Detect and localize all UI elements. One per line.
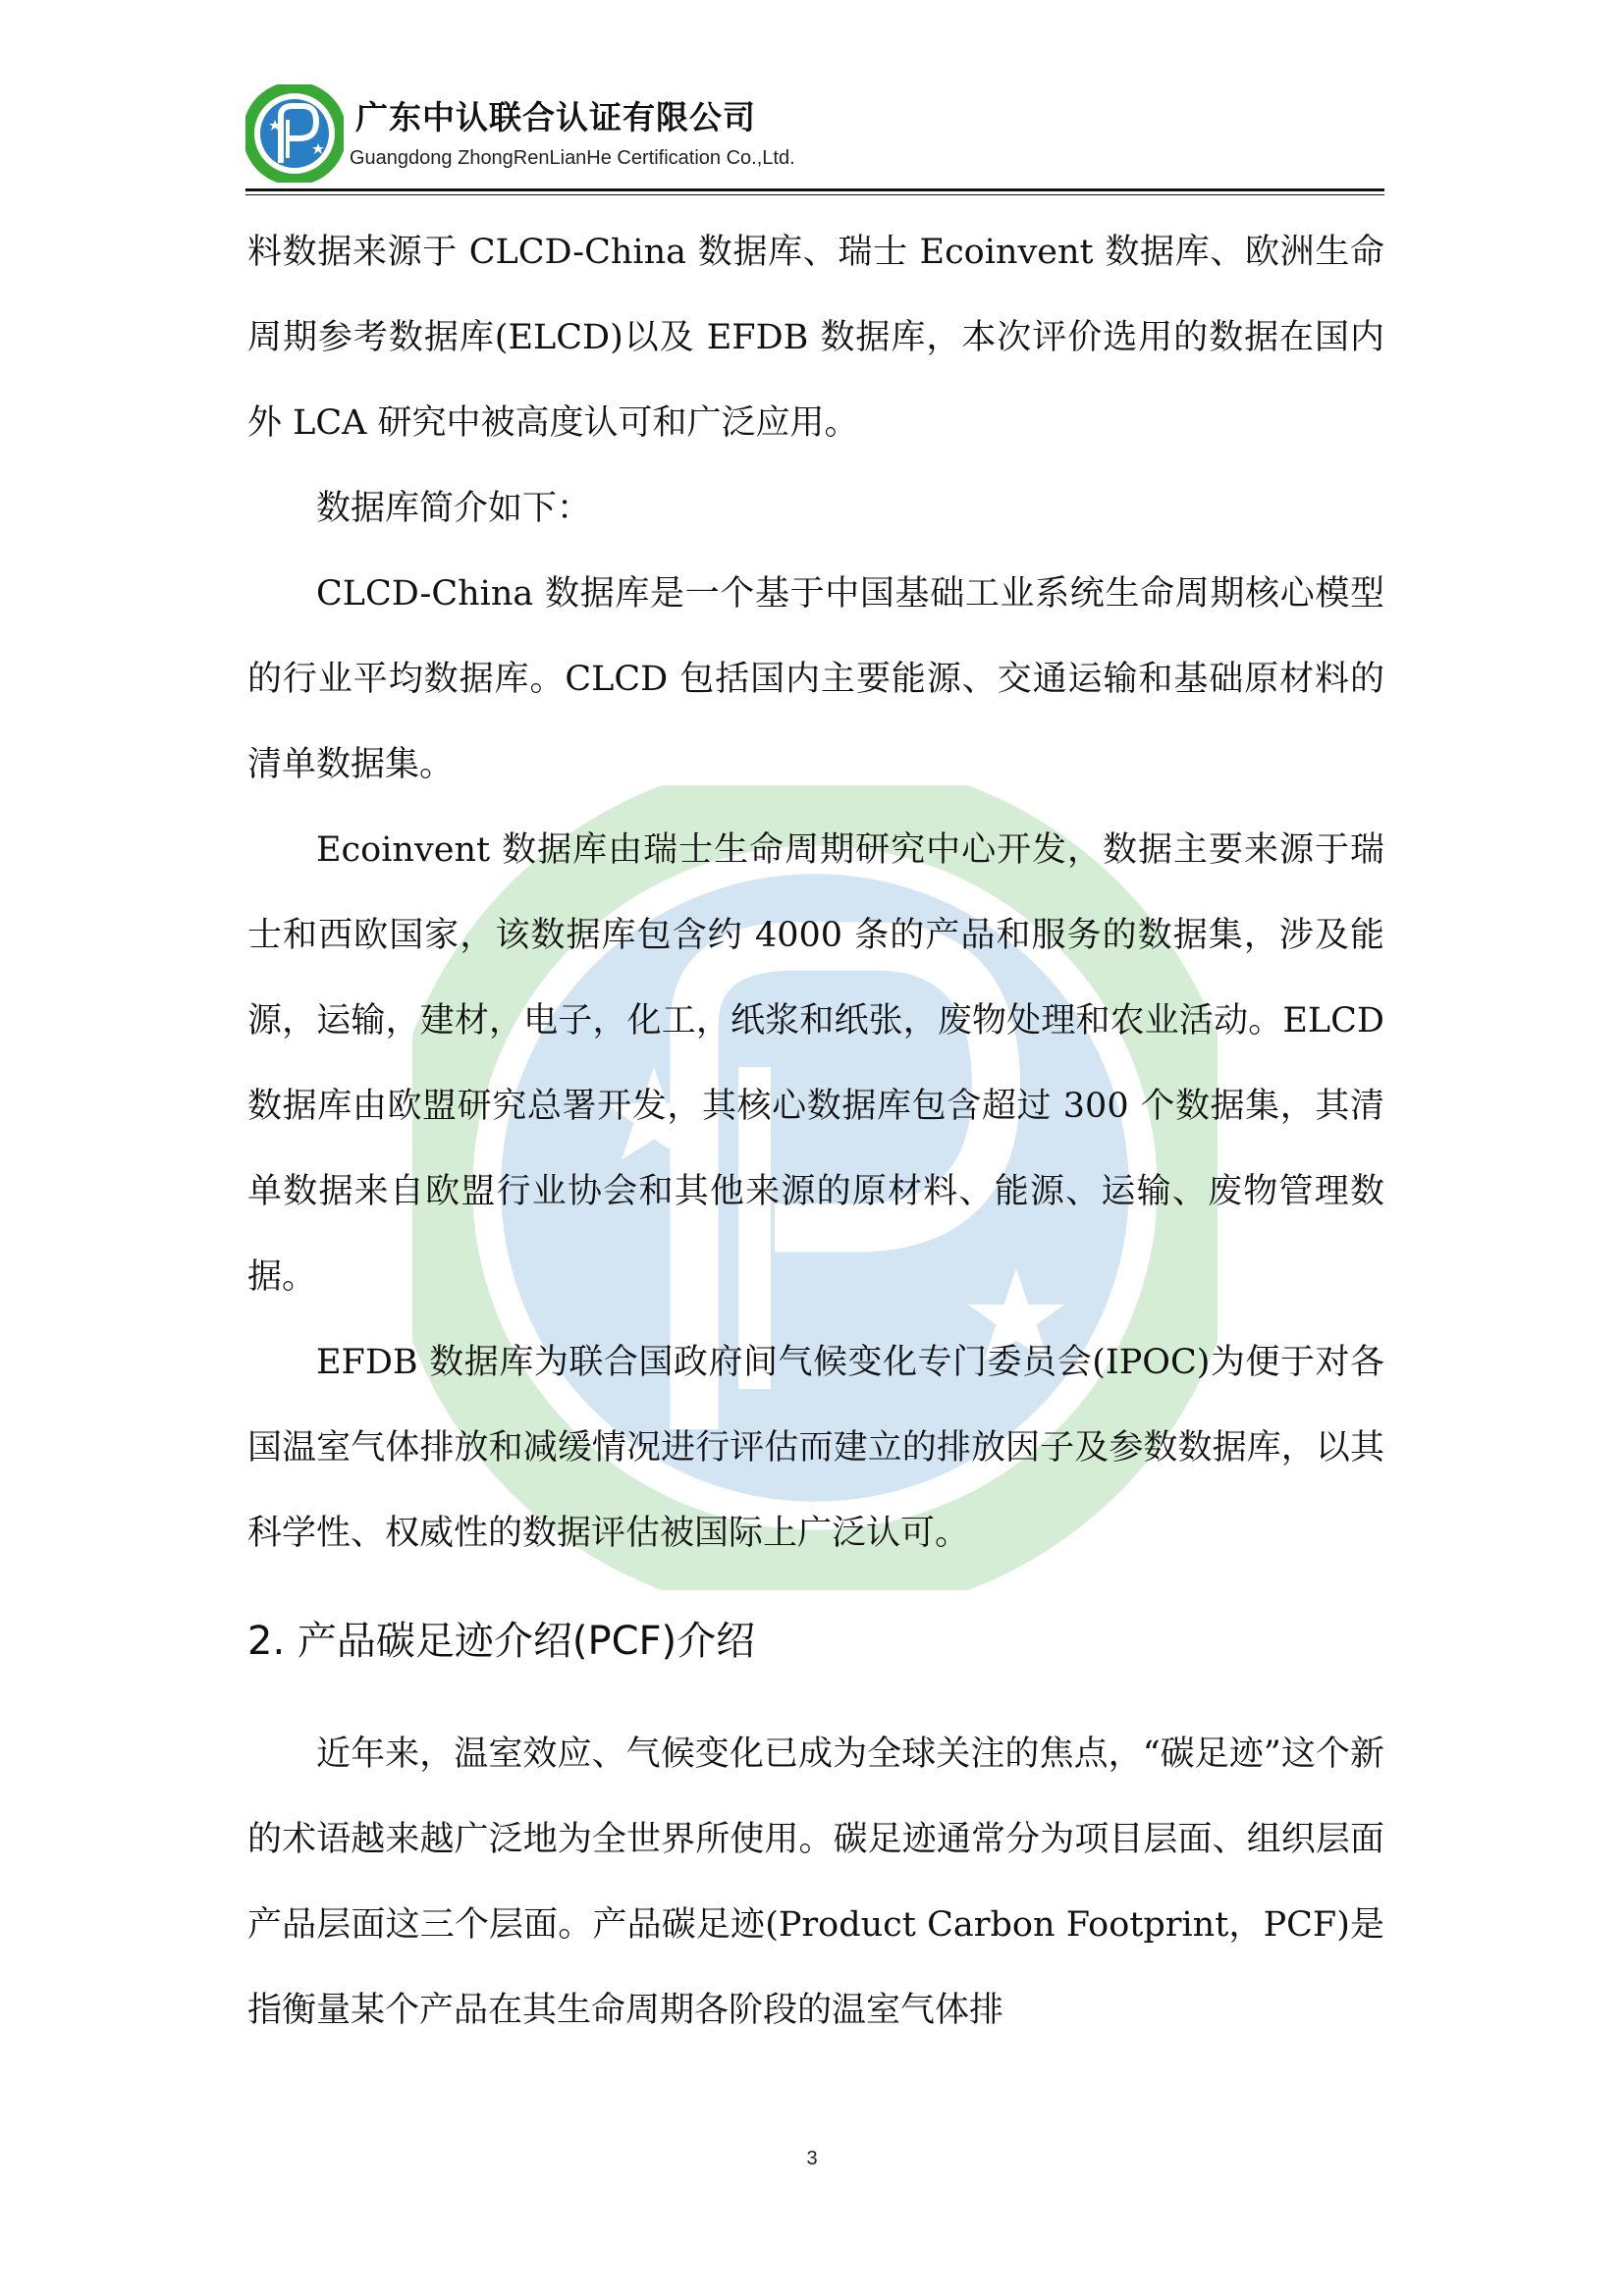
paragraph-clcd: CLCD-China 数据库是一个基于中国基础工业系统生命周期核心模型的行业平均数据库。CLCD 包括国内主要能源、交通运输和基础原材料的清单数据集。 — [247, 574, 1384, 784]
document-body — [247, 210, 1384, 2054]
paragraph-ecoinvent-elcd: Ecoinvent 数据库由瑞士生命周期研究中心开发，数据主要来源于瑞士和西欧国家，该数据库包含约 4000 条的产品和服务的数据集，涉及能源，运输，建材，电子，化工，纸浆和纸张，废物处理和农业活动。ELCD 数据库由欧盟研究总署开发，其核心数据库包含超过 300 个数据集，其清单数据来自欧盟行业协会和其他来源的原材料、能源、运输、废物管理数据。 — [247, 830, 1384, 1297]
company-logo — [245, 84, 344, 183]
company-name-cn: 广东中认联合认证有限公司 — [355, 98, 756, 136]
paragraph-efdb: EFDB 数据库为联合国政府间气候变化专门委员会(IPOC)为便于对各国温室气体排放和减缓情况进行评估而建立的排放因子及参数数据库，以其科学性、权威性的数据评估被国际上广泛认可。 — [247, 1343, 1384, 1553]
company-name-en: Guangdong ZhongRenLianHe Certification Co.,Ltd. — [350, 147, 795, 169]
page-header — [245, 80, 1384, 190]
page-number: 3 — [806, 2148, 818, 2169]
paragraph-database-sources: 料数据来源于 CLCD-China 数据库、瑞士 Ecoinvent 数据库、欧洲生命周期参考数据库(ELCD)以及 EFDB 数据库，本次评价选用的数据在国内外 LCA 研究中被高度认可和广泛应用。 — [247, 233, 1384, 443]
section-heading-pcf: 2. 产品碳足迹介绍(PCF)介绍 — [247, 1619, 756, 1664]
header-rule-thick — [245, 188, 1384, 191]
paragraph-database-intro: 数据库简介如下： — [316, 489, 592, 528]
paragraph-pcf-intro: 近年来，温室效应、气候变化已成为全球关注的焦点，“碳足迹”这个新的术语越来越广泛地为全世界所使用。碳足迹通常分为项目层面、组织层面产品层面这三个层面。产品碳足迹(Product Carbon Footprint，PCF)是指衡量某个产品在其生命周期各阶段的温室气体排 — [247, 1735, 1384, 2030]
header-rule-thin — [245, 194, 1384, 195]
